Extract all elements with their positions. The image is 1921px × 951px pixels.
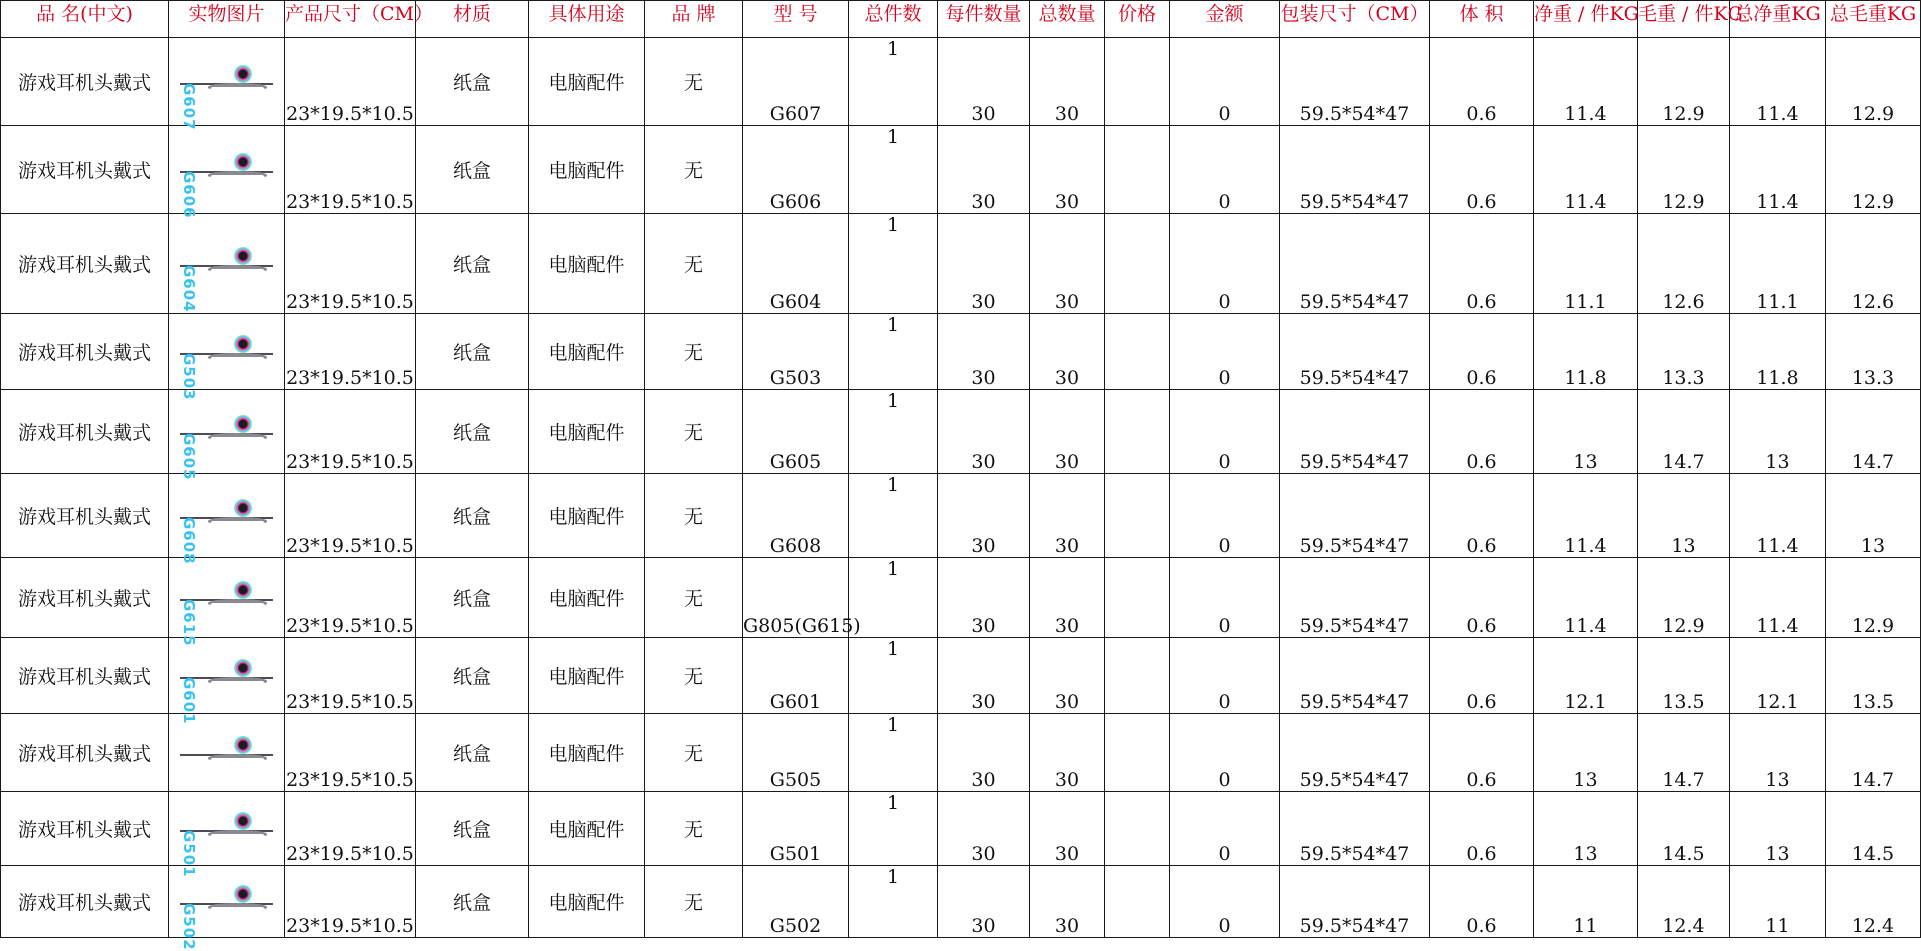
cell-total-net[interactable]: 11.4: [1730, 558, 1826, 638]
cell-total-qty[interactable]: 30: [1030, 474, 1105, 558]
photo-label: G608: [180, 517, 199, 565]
cell-gross-per[interactable]: 12.6: [1638, 214, 1730, 314]
cell-product-size[interactable]: 23*19.5*10.5: [285, 214, 416, 314]
cell-model[interactable]: G505: [743, 714, 849, 792]
photo-label: G607: [180, 83, 199, 131]
header-use: 具体用途: [529, 1, 645, 38]
cell-name[interactable]: 游戏耳机头戴式: [1, 792, 169, 866]
cell-price[interactable]: [1105, 638, 1170, 714]
cell-gross-per[interactable]: 13.3: [1638, 314, 1730, 390]
cell-price[interactable]: [1105, 38, 1170, 126]
table-row: [1, 314, 1921, 390]
cell-gross-per[interactable]: 12.9: [1638, 126, 1730, 214]
cell-model[interactable]: G501: [743, 792, 849, 866]
cell-per-carton[interactable]: 30: [938, 558, 1030, 638]
cell-pack-size[interactable]: 59.5*54*47: [1280, 38, 1430, 126]
cell-gross-per[interactable]: 13: [1638, 474, 1730, 558]
table-row: [1, 558, 1921, 638]
cell-gross-per[interactable]: 12.9: [1638, 38, 1730, 126]
header-cartons: 总件数: [849, 1, 938, 38]
cell-total-gross[interactable]: 12.4: [1826, 866, 1921, 938]
photo-label: G503: [180, 353, 199, 401]
cell-brand[interactable]: 无: [645, 474, 743, 558]
cell-total-net[interactable]: 11.4: [1730, 38, 1826, 126]
cell-gross-per[interactable]: 12.4: [1638, 866, 1730, 938]
cell-net-per[interactable]: 11.1: [1534, 214, 1638, 314]
cell-product-size[interactable]: 23*19.5*10.5: [285, 474, 416, 558]
cell-total-qty[interactable]: 30: [1030, 314, 1105, 390]
cell-product-size[interactable]: 23*19.5*10.5: [285, 638, 416, 714]
cell-cartons[interactable]: 1: [849, 474, 938, 558]
cell-total-qty[interactable]: 30: [1030, 38, 1105, 126]
cell-total-gross[interactable]: 12.6: [1826, 214, 1921, 314]
cell-model[interactable]: G503: [743, 314, 849, 390]
cell-total-qty[interactable]: 30: [1030, 214, 1105, 314]
cell-pack-size[interactable]: 59.5*54*47: [1280, 638, 1430, 714]
cell-pack-size[interactable]: 59.5*54*47: [1280, 866, 1430, 938]
cell-net-per[interactable]: 11.8: [1534, 314, 1638, 390]
cell-amount[interactable]: 0: [1170, 126, 1280, 214]
cell-brand[interactable]: 无: [645, 38, 743, 126]
cell-per-carton[interactable]: 30: [938, 792, 1030, 866]
cell-model[interactable]: G601: [743, 638, 849, 714]
cell-net-per[interactable]: 13: [1534, 792, 1638, 866]
cell-cartons[interactable]: 1: [849, 558, 938, 638]
cell-material[interactable]: 纸盒: [416, 474, 529, 558]
cell-net-per[interactable]: 12.1: [1534, 638, 1638, 714]
cell-product-size[interactable]: 23*19.5*10.5: [285, 714, 416, 792]
cell-amount[interactable]: 0: [1170, 314, 1280, 390]
cell-material[interactable]: 纸盒: [416, 390, 529, 474]
cell-model[interactable]: G606: [743, 126, 849, 214]
cell-photo[interactable]: [169, 792, 285, 878]
cell-material[interactable]: 纸盒: [416, 38, 529, 126]
cell-net-per[interactable]: 11.4: [1534, 474, 1638, 558]
cell-amount[interactable]: 0: [1170, 638, 1280, 714]
header-product-size: 产品尺寸（CM）: [285, 1, 416, 38]
table-row: [1, 214, 1921, 314]
cell-product-size[interactable]: 23*19.5*10.5: [285, 390, 416, 474]
cell-per-carton[interactable]: 30: [938, 126, 1030, 214]
photo-label: G501: [180, 830, 199, 878]
cell-name[interactable]: 游戏耳机头戴式: [1, 314, 169, 390]
cell-cartons[interactable]: 1: [849, 714, 938, 792]
cell-photo[interactable]: [169, 214, 285, 314]
cell-brand[interactable]: 无: [645, 866, 743, 938]
cell-volume[interactable]: 0.6: [1430, 314, 1534, 390]
header-brand: 品 牌: [645, 1, 743, 38]
cell-volume[interactable]: 0.6: [1430, 866, 1534, 938]
cell-use[interactable]: 电脑配件: [529, 38, 645, 126]
cell-photo[interactable]: [169, 638, 285, 725]
cell-photo[interactable]: [169, 558, 285, 647]
cell-model[interactable]: G607: [743, 38, 849, 126]
header-pack-size: 包装尺寸（CM）: [1280, 1, 1430, 38]
cell-total-gross[interactable]: 14.5: [1826, 792, 1921, 866]
cell-amount[interactable]: 0: [1170, 792, 1280, 866]
header-total-net: 总净重KG: [1730, 1, 1826, 38]
cell-photo[interactable]: [169, 38, 285, 131]
cell-brand[interactable]: 无: [645, 126, 743, 214]
cell-price[interactable]: [1105, 866, 1170, 938]
table-row: [1, 866, 1921, 938]
cell-total-net[interactable]: 11.8: [1730, 314, 1826, 390]
cell-cartons[interactable]: 1: [849, 638, 938, 714]
cell-brand[interactable]: 无: [645, 314, 743, 390]
cell-cartons[interactable]: 1: [849, 314, 938, 390]
cell-total-gross[interactable]: 13.5: [1826, 638, 1921, 714]
cell-brand[interactable]: 无: [645, 792, 743, 866]
cell-price[interactable]: [1105, 792, 1170, 866]
cell-volume[interactable]: 0.6: [1430, 792, 1534, 866]
photo-label: G606: [180, 171, 199, 219]
cell-per-carton[interactable]: 30: [938, 314, 1030, 390]
header-material: 材质: [416, 1, 529, 38]
header-net-per: 净重 / 件KG: [1534, 1, 1638, 38]
cell-amount[interactable]: 0: [1170, 214, 1280, 314]
cell-pack-size[interactable]: 59.5*54*47: [1280, 390, 1430, 474]
cell-photo[interactable]: [169, 714, 285, 792]
cell-use[interactable]: 电脑配件: [529, 390, 645, 474]
cell-cartons[interactable]: 1: [849, 214, 938, 314]
cell-price[interactable]: [1105, 126, 1170, 214]
cell-brand[interactable]: 无: [645, 390, 743, 474]
cell-model[interactable]: G608: [743, 474, 849, 558]
cell-name[interactable]: 游戏耳机头戴式: [1, 38, 169, 126]
cell-material[interactable]: 纸盒: [416, 558, 529, 638]
cell-total-net[interactable]: 13: [1730, 714, 1826, 792]
table-row: [1, 126, 1921, 214]
cell-total-qty[interactable]: 30: [1030, 866, 1105, 938]
cell-total-qty[interactable]: 30: [1030, 390, 1105, 474]
header-volume: 体 积: [1430, 1, 1534, 38]
cell-pack-size[interactable]: 59.5*54*47: [1280, 126, 1430, 214]
cell-net-per[interactable]: 11.4: [1534, 38, 1638, 126]
photo-label: G615: [180, 599, 199, 647]
cell-price[interactable]: [1105, 558, 1170, 638]
cell-total-gross[interactable]: 12.9: [1826, 38, 1921, 126]
cell-total-net[interactable]: 11: [1730, 866, 1826, 938]
cell-pack-size[interactable]: 59.5*54*47: [1280, 214, 1430, 314]
header-photo: 实物图片: [169, 1, 285, 38]
cell-total-gross[interactable]: 12.9: [1826, 558, 1921, 638]
cell-net-per[interactable]: 11: [1534, 866, 1638, 938]
cell-use[interactable]: 电脑配件: [529, 792, 645, 866]
cell-volume[interactable]: 0.6: [1430, 38, 1534, 126]
cell-amount[interactable]: 0: [1170, 558, 1280, 638]
cell-use[interactable]: 电脑配件: [529, 214, 645, 314]
cell-net-per[interactable]: 11.4: [1534, 126, 1638, 214]
header-model: 型 号: [743, 1, 849, 38]
cell-material[interactable]: 纸盒: [416, 792, 529, 866]
header-total-qty: 总数量: [1030, 1, 1105, 38]
cell-per-carton[interactable]: 30: [938, 638, 1030, 714]
cell-material[interactable]: 纸盒: [416, 214, 529, 314]
cell-name[interactable]: 游戏耳机头戴式: [1, 866, 169, 938]
header-total-gross: 总毛重KG: [1826, 1, 1921, 38]
cell-total-net[interactable]: 11.4: [1730, 126, 1826, 214]
cell-name[interactable]: 游戏耳机头戴式: [1, 638, 169, 714]
cell-product-size[interactable]: 23*19.5*10.5: [285, 558, 416, 638]
cell-total-net[interactable]: 11.4: [1730, 474, 1826, 558]
cell-gross-per[interactable]: 14.7: [1638, 390, 1730, 474]
cell-pack-size[interactable]: 59.5*54*47: [1280, 714, 1430, 792]
cell-name[interactable]: 游戏耳机头戴式: [1, 214, 169, 314]
cell-model[interactable]: G604: [743, 214, 849, 314]
header-name: 品 名(中文): [1, 1, 169, 38]
cell-use[interactable]: 电脑配件: [529, 714, 645, 792]
cell-pack-size[interactable]: 59.5*54*47: [1280, 792, 1430, 866]
cell-product-size[interactable]: 23*19.5*10.5: [285, 314, 416, 390]
cell-net-per[interactable]: 13: [1534, 390, 1638, 474]
cell-name[interactable]: 游戏耳机头戴式: [1, 714, 169, 792]
cell-photo[interactable]: [169, 390, 285, 481]
cell-pack-size[interactable]: 59.5*54*47: [1280, 314, 1430, 390]
cell-cartons[interactable]: 1: [849, 866, 938, 938]
cell-volume[interactable]: 0.6: [1430, 126, 1534, 214]
cell-cartons[interactable]: 1: [849, 390, 938, 474]
cell-gross-per[interactable]: 14.5: [1638, 792, 1730, 866]
header-per-carton: 每件数量: [938, 1, 1030, 38]
cell-price[interactable]: [1105, 714, 1170, 792]
cell-total-qty[interactable]: 30: [1030, 792, 1105, 866]
cell-brand[interactable]: 无: [645, 714, 743, 792]
cell-amount[interactable]: 0: [1170, 474, 1280, 558]
cell-volume[interactable]: 0.6: [1430, 714, 1534, 792]
cell-photo[interactable]: [169, 474, 285, 565]
table-row: [1, 638, 1921, 714]
cell-total-net[interactable]: 13: [1730, 792, 1826, 866]
cell-total-qty[interactable]: 30: [1030, 714, 1105, 792]
cell-name[interactable]: 游戏耳机头戴式: [1, 390, 169, 474]
cell-gross-per[interactable]: 12.9: [1638, 558, 1730, 638]
cell-pack-size[interactable]: 59.5*54*47: [1280, 558, 1430, 638]
cell-photo[interactable]: [169, 126, 285, 219]
cell-total-qty[interactable]: 30: [1030, 558, 1105, 638]
cell-material[interactable]: 纸盒: [416, 126, 529, 214]
cell-use[interactable]: 电脑配件: [529, 866, 645, 938]
cell-model[interactable]: G805(G615): [743, 558, 849, 638]
photo-label: G502: [180, 903, 199, 951]
cell-volume[interactable]: 0.6: [1430, 474, 1534, 558]
cell-product-size[interactable]: 23*19.5*10.5: [285, 792, 416, 866]
cell-material[interactable]: 纸盒: [416, 638, 529, 714]
cell-per-carton[interactable]: 30: [938, 214, 1030, 314]
cell-gross-per[interactable]: 14.7: [1638, 714, 1730, 792]
cell-material[interactable]: 纸盒: [416, 714, 529, 792]
cell-volume[interactable]: 0.6: [1430, 390, 1534, 474]
cell-product-size[interactable]: 23*19.5*10.5: [285, 866, 416, 938]
cell-total-gross[interactable]: 13.3: [1826, 314, 1921, 390]
cell-use[interactable]: 电脑配件: [529, 558, 645, 638]
cell-total-gross[interactable]: 14.7: [1826, 714, 1921, 792]
cell-model[interactable]: G605: [743, 390, 849, 474]
cell-brand[interactable]: 无: [645, 214, 743, 314]
header-price: 价格: [1105, 1, 1170, 38]
cell-volume[interactable]: 0.6: [1430, 638, 1534, 714]
cell-product-size[interactable]: 23*19.5*10.5: [285, 38, 416, 126]
cell-name[interactable]: 游戏耳机头戴式: [1, 474, 169, 558]
cell-price[interactable]: [1105, 314, 1170, 390]
cell-price[interactable]: [1105, 390, 1170, 474]
photo-label: G604: [180, 265, 199, 313]
cell-total-qty[interactable]: 30: [1030, 638, 1105, 714]
cell-cartons[interactable]: 1: [849, 792, 938, 866]
cell-total-gross[interactable]: 12.9: [1826, 126, 1921, 214]
cell-cartons[interactable]: 1: [849, 126, 938, 214]
header-row: [1, 1, 1921, 38]
table-row: [1, 38, 1921, 126]
cell-model[interactable]: G502: [743, 866, 849, 938]
cell-gross-per[interactable]: 13.5: [1638, 638, 1730, 714]
cell-name[interactable]: 游戏耳机头戴式: [1, 558, 169, 638]
cell-net-per[interactable]: 13: [1534, 714, 1638, 792]
cell-amount[interactable]: 0: [1170, 38, 1280, 126]
cell-photo[interactable]: [169, 866, 285, 951]
cell-per-carton[interactable]: 30: [938, 714, 1030, 792]
cell-per-carton[interactable]: 30: [938, 390, 1030, 474]
cell-brand[interactable]: 无: [645, 558, 743, 638]
cell-price[interactable]: [1105, 214, 1170, 314]
cell-amount[interactable]: 0: [1170, 714, 1280, 792]
cell-per-carton[interactable]: 30: [938, 474, 1030, 558]
cell-use[interactable]: 电脑配件: [529, 474, 645, 558]
photo-label: G605: [180, 433, 199, 481]
cell-volume[interactable]: 0.6: [1430, 214, 1534, 314]
cell-material[interactable]: 纸盒: [416, 866, 529, 938]
cell-product-size[interactable]: 23*19.5*10.5: [285, 126, 416, 214]
cell-total-gross[interactable]: 14.7: [1826, 390, 1921, 474]
table-row: [1, 390, 1921, 474]
cell-total-qty[interactable]: 30: [1030, 126, 1105, 214]
cell-per-carton[interactable]: 30: [938, 866, 1030, 938]
table-row: [1, 792, 1921, 866]
photo-label: G601: [180, 677, 199, 725]
cell-total-net[interactable]: 12.1: [1730, 638, 1826, 714]
cell-cartons[interactable]: 1: [849, 38, 938, 126]
cell-name[interactable]: 游戏耳机头戴式: [1, 126, 169, 214]
table-row: [1, 714, 1921, 792]
cell-use[interactable]: 电脑配件: [529, 126, 645, 214]
cell-amount[interactable]: 0: [1170, 866, 1280, 938]
cell-brand[interactable]: 无: [645, 638, 743, 714]
cell-volume[interactable]: 0.6: [1430, 558, 1534, 638]
cell-total-gross[interactable]: 13: [1826, 474, 1921, 558]
cell-pack-size[interactable]: 59.5*54*47: [1280, 474, 1430, 558]
cell-photo[interactable]: [169, 314, 285, 401]
cell-net-per[interactable]: 11.4: [1534, 558, 1638, 638]
header-gross-per: 毛重 / 件KG: [1638, 1, 1730, 38]
cell-price[interactable]: [1105, 474, 1170, 558]
cell-use[interactable]: 电脑配件: [529, 638, 645, 714]
cell-material[interactable]: 纸盒: [416, 314, 529, 390]
header-amount: 金额: [1170, 1, 1280, 38]
table-row: [1, 474, 1921, 558]
cell-use[interactable]: 电脑配件: [529, 314, 645, 390]
cell-total-net[interactable]: 13: [1730, 390, 1826, 474]
cell-amount[interactable]: 0: [1170, 390, 1280, 474]
cell-per-carton[interactable]: 30: [938, 38, 1030, 126]
cell-total-net[interactable]: 11.1: [1730, 214, 1826, 314]
